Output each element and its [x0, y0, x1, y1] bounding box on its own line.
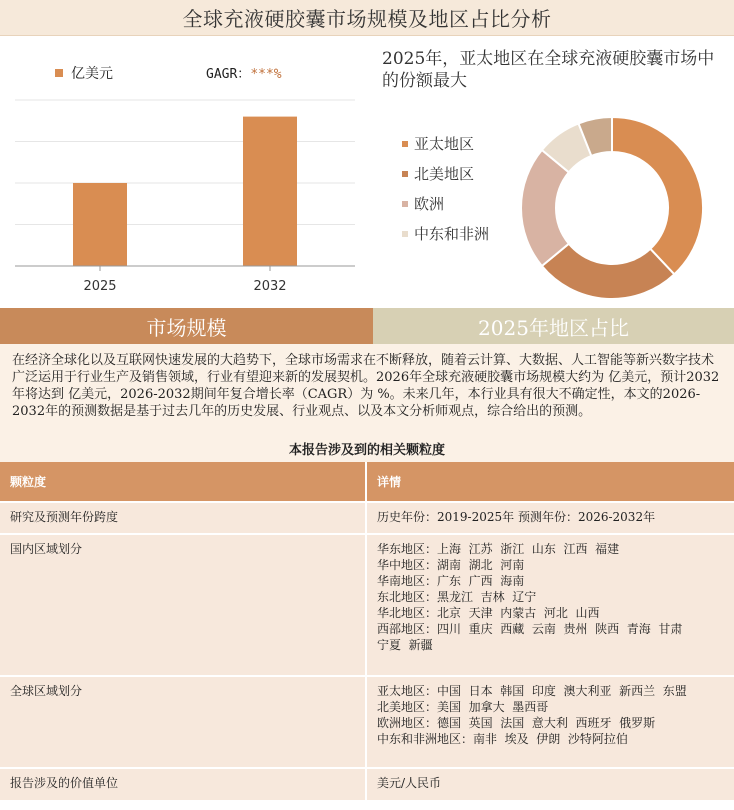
pie-legend-label: 欧洲 — [414, 195, 445, 213]
table-row — [0, 502, 734, 534]
details-line: 华南地区：广东 广西 海南 — [377, 574, 525, 588]
header-granularity: 颗粒度 — [0, 462, 366, 502]
pie-title: 2025年，亚太地区在全球充液硬胶囊市场中的份额最大 — [382, 49, 715, 91]
details-line: 欧洲地区：德国 英国 法国 意大利 西班牙 俄罗斯 — [377, 716, 656, 730]
legend-swatch — [402, 231, 408, 237]
page-title: 全球充液硬胶囊市场规模及地区占比分析 — [182, 7, 552, 31]
details-cell — [366, 534, 734, 676]
market-size-chart — [0, 38, 370, 306]
section-market-size: 市场规模 — [0, 308, 373, 344]
header-details: 详情 — [366, 462, 734, 502]
pie-slice-0 — [612, 117, 703, 274]
granularity-table — [0, 462, 734, 800]
cagr-prefix: GAGR： — [206, 67, 251, 82]
section-bar — [0, 308, 734, 344]
granularity-cell: 研究及预测年份跨度 — [0, 502, 366, 534]
region-share-chart — [372, 38, 734, 306]
legend-swatch — [402, 171, 408, 177]
pie-legend-label: 北美地区 — [414, 165, 475, 183]
granularity-cell: 全球区域划分 — [0, 676, 366, 768]
legend-label: 亿美元 — [71, 66, 113, 82]
section-region-share: 2025年地区占比 — [373, 308, 734, 344]
pie-legend-label: 中东和非洲 — [414, 225, 490, 243]
pie-slice-1 — [542, 244, 674, 299]
granularity-cell: 国内区域划分 — [0, 534, 366, 676]
details-cell — [366, 502, 734, 534]
pie-legend — [402, 134, 502, 254]
pie-legend-item — [402, 224, 502, 244]
pie-legend-item — [402, 164, 502, 184]
bar-legend — [55, 63, 113, 83]
cagr-label — [206, 63, 282, 82]
details-line: 华中地区：湖南 湖北 河南 — [377, 558, 525, 572]
pie-legend-item — [402, 194, 502, 214]
legend-swatch — [402, 141, 408, 147]
pie-chart-svg — [512, 106, 712, 306]
details-line: 北美地区：美国 加拿大 墨西哥 — [377, 700, 549, 714]
intro-paragraph: 在经济全球化以及互联网快速发展的大趋势下，全球市场需求在不断释放，随着云计算、大数据、人工智能等新兴数字技术广泛运用于行业生产及销售领域，行业有望迎来新的发展契机。2026年全球充液硬胶囊市场规模大约为 亿美元，预计2032年将达到 亿美元，2026-2032期间年复合增长率（CAGR）为 %。未来几年，本行业具有很大不确定性，本文的2026-2032年的预测数据是基于过去几年的历史发展、行业观点、以及本文分析师观点，综合给出的预测。 — [0, 344, 734, 440]
legend-swatch — [402, 201, 408, 207]
pie-legend-item — [402, 134, 502, 154]
details-line: 美元/人民币 — [377, 776, 442, 790]
table-header-row — [0, 462, 734, 502]
details-line: 西部地区：四川 重庆 西藏 云南 贵州 陕西 青海 甘肃 — [377, 622, 683, 636]
table-title: 本报告涉及到的相关颗粒度 — [0, 440, 734, 462]
x-tick-label: 2025 — [83, 279, 117, 294]
bar-2025 — [73, 183, 127, 266]
details-line: 中东和非洲地区：南非 埃及 伊朗 沙特阿拉伯 — [377, 732, 628, 746]
legend-swatch — [55, 69, 63, 77]
details-line: 东北地区：黑龙江 吉林 辽宁 — [377, 590, 537, 604]
granularity-cell: 报告涉及的价值单位 — [0, 768, 366, 800]
table-row — [0, 534, 734, 676]
bar-2032 — [243, 117, 297, 266]
details-cell — [366, 676, 734, 768]
cagr-value: ***% — [250, 67, 282, 82]
pie-legend-label: 亚太地区 — [414, 135, 475, 153]
table-row — [0, 768, 734, 800]
details-cell — [366, 768, 734, 800]
details-line: 华东地区：上海 江苏 浙江 山东 江西 福建 — [377, 542, 620, 556]
details-line: 历史年份：2019-2025年 预测年份：2026-2032年 — [377, 510, 656, 524]
page-title-bar — [0, 0, 734, 36]
details-line: 亚太地区：中国 日本 韩国 印度 澳大利亚 新西兰 东盟 — [377, 684, 687, 698]
details-line: 宁夏 新疆 — [377, 638, 433, 652]
details-line: 华北地区：北京 天津 内蒙古 河北 山西 — [377, 606, 600, 620]
x-tick-label: 2032 — [253, 279, 287, 294]
table-row — [0, 676, 734, 768]
